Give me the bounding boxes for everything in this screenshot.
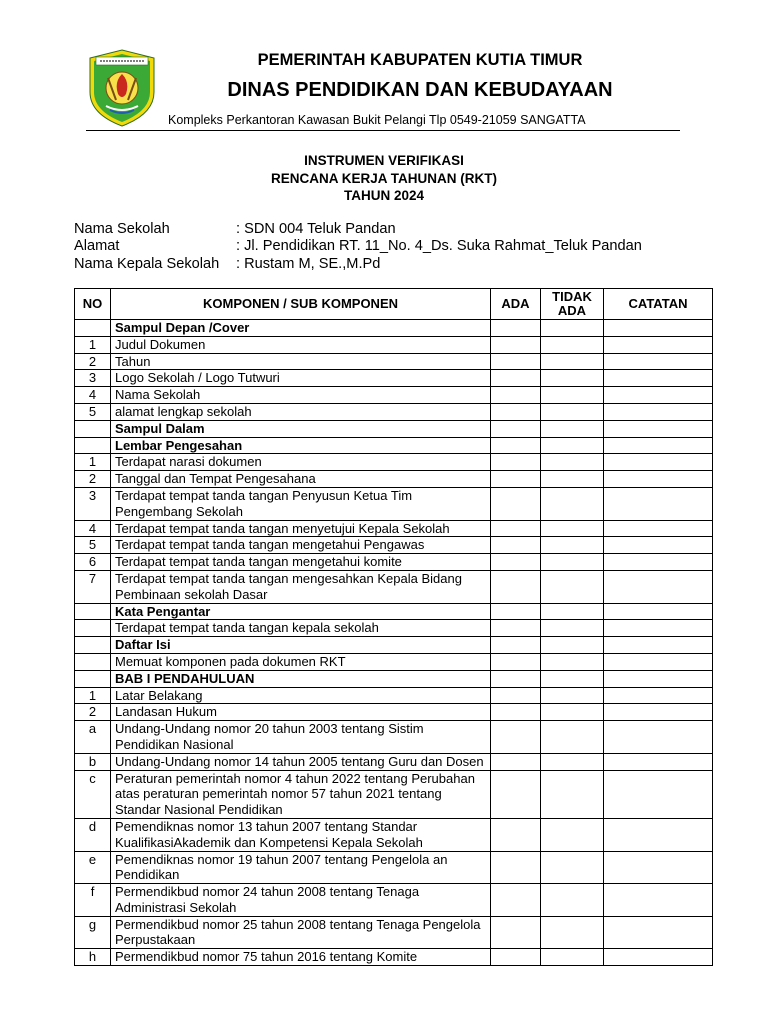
ada-cell[interactable] — [491, 916, 541, 949]
tidak-ada-cell[interactable] — [541, 471, 604, 488]
office-address-line: Kompleks Perkantoran Kawasan Bukit Pelangi Tlp 0549-21059 SANGATTA — [168, 113, 586, 127]
row-number: h — [75, 949, 111, 966]
table-row — [75, 704, 713, 721]
tidak-ada-cell[interactable] — [541, 770, 604, 818]
row-number: 4 — [75, 520, 111, 537]
row-number — [75, 320, 111, 337]
catatan-cell[interactable] — [604, 753, 713, 770]
tidak-ada-cell[interactable] — [541, 437, 604, 454]
catatan-cell[interactable] — [604, 336, 713, 353]
row-component: Nama Sekolah — [111, 387, 491, 404]
ada-cell[interactable] — [491, 851, 541, 884]
row-number: 1 — [75, 687, 111, 704]
tidak-ada-cell[interactable] — [541, 487, 604, 520]
address-label: Alamat — [74, 238, 120, 254]
tidak-ada-cell[interactable] — [541, 653, 604, 670]
catatan-cell[interactable] — [604, 487, 713, 520]
row-number: e — [75, 851, 111, 884]
row-number: 2 — [75, 471, 111, 488]
row-component: Latar Belakang — [111, 687, 491, 704]
row-number: d — [75, 818, 111, 851]
catatan-cell[interactable] — [604, 471, 713, 488]
table-row — [75, 570, 713, 603]
table-row — [75, 403, 713, 420]
row-component: Memuat komponen pada dokumen RKT — [111, 653, 491, 670]
ada-cell[interactable] — [491, 570, 541, 603]
table-row — [75, 818, 713, 851]
row-number: a — [75, 721, 111, 754]
ada-cell[interactable] — [491, 387, 541, 404]
tidak-ada-cell[interactable] — [541, 851, 604, 884]
tidak-ada-cell[interactable] — [541, 620, 604, 637]
table-row — [75, 537, 713, 554]
catatan-cell[interactable] — [604, 770, 713, 818]
headmaster-label: Nama Kepala Sekolah — [74, 256, 220, 272]
tidak-ada-cell[interactable] — [541, 320, 604, 337]
ada-cell[interactable] — [491, 320, 541, 337]
catatan-cell[interactable] — [604, 437, 713, 454]
catatan-cell[interactable] — [604, 403, 713, 420]
row-component: Terdapat narasi dokumen — [111, 454, 491, 471]
section-row — [75, 603, 713, 620]
ada-cell[interactable] — [491, 403, 541, 420]
tidak-ada-cell[interactable] — [541, 637, 604, 654]
row-number: 3 — [75, 487, 111, 520]
ada-cell[interactable] — [491, 818, 541, 851]
table-body — [75, 320, 713, 966]
catatan-cell[interactable] — [604, 387, 713, 404]
table-row — [75, 949, 713, 966]
row-component: Terdapat tempat tanda tangan menyetujui Kepala Sekolah — [111, 520, 491, 537]
catatan-cell[interactable] — [604, 637, 713, 654]
ada-cell[interactable] — [491, 620, 541, 637]
tidak-ada-cell[interactable] — [541, 687, 604, 704]
tidak-ada-cell[interactable] — [541, 454, 604, 471]
tidak-ada-cell[interactable] — [541, 884, 604, 917]
row-component: Kata Pengantar — [111, 603, 491, 620]
row-number: 2 — [75, 704, 111, 721]
row-component: Lembar Pengesahan — [111, 437, 491, 454]
table-row — [75, 653, 713, 670]
catatan-cell[interactable] — [604, 851, 713, 884]
table-row — [75, 620, 713, 637]
row-number — [75, 420, 111, 437]
ada-cell[interactable] — [491, 537, 541, 554]
header-tidak-ada: TIDAK ADA — [541, 289, 604, 320]
row-number: f — [75, 884, 111, 917]
section-row — [75, 670, 713, 687]
row-component: Terdapat tempat tanda tangan mengesahkan Kepala Bidang Pembinaan sekolah Dasar — [111, 570, 491, 603]
catatan-cell[interactable] — [604, 916, 713, 949]
row-number: 5 — [75, 403, 111, 420]
row-number — [75, 653, 111, 670]
row-component: alamat lengkap sekolah — [111, 403, 491, 420]
table-row — [75, 721, 713, 754]
ada-cell[interactable] — [491, 653, 541, 670]
tidak-ada-cell[interactable] — [541, 387, 604, 404]
row-number: 7 — [75, 570, 111, 603]
header-no: NO — [75, 289, 111, 320]
tidak-ada-cell[interactable] — [541, 370, 604, 387]
catatan-cell[interactable] — [604, 537, 713, 554]
verification-table — [74, 288, 713, 966]
ada-cell[interactable] — [491, 704, 541, 721]
row-component: Terdapat tempat tanda tangan Penyusun Ketua Tim Pengembang Sekolah — [111, 487, 491, 520]
address-row — [74, 238, 642, 254]
row-component: Permendikbud nomor 24 tahun 2008 tentang Tenaga Administrasi Sekolah — [111, 884, 491, 917]
document-title-line2: RENCANA KERJA TAHUNAN (RKT) — [271, 171, 497, 186]
government-name-heading: PEMERINTAH KABUPATEN KUTIA TIMUR — [257, 51, 583, 69]
tidak-ada-cell[interactable] — [541, 537, 604, 554]
row-number: g — [75, 916, 111, 949]
row-component: Tanggal dan Tempat Pengesahana — [111, 471, 491, 488]
tidak-ada-cell[interactable] — [541, 753, 604, 770]
row-component: Terdapat tempat tanda tangan mengetahui komite — [111, 554, 491, 571]
department-name-heading: DINAS PENDIDIKAN DAN KEBUDAYAAN — [227, 79, 613, 101]
row-component: Tahun — [111, 353, 491, 370]
section-row — [75, 437, 713, 454]
catatan-cell[interactable] — [604, 670, 713, 687]
row-number — [75, 670, 111, 687]
table-row — [75, 554, 713, 571]
ada-cell[interactable] — [491, 721, 541, 754]
table-row — [75, 336, 713, 353]
catatan-cell[interactable] — [604, 603, 713, 620]
row-component: Peraturan pemerintah nomor 4 tahun 2022 tentang Perubahan atas peraturan pemerintah nomor 57 tahun 2021 tentang Standar Nasional Pendidikan — [111, 770, 491, 818]
tidak-ada-cell[interactable] — [541, 949, 604, 966]
row-number: 1 — [75, 454, 111, 471]
ada-cell[interactable] — [491, 454, 541, 471]
catatan-cell[interactable] — [604, 818, 713, 851]
row-component: Logo Sekolah / Logo Tutwuri — [111, 370, 491, 387]
catatan-cell[interactable] — [604, 620, 713, 637]
headmaster-row — [74, 256, 380, 272]
tidak-ada-cell[interactable] — [541, 818, 604, 851]
ada-cell[interactable] — [491, 520, 541, 537]
section-row — [75, 637, 713, 654]
ada-cell[interactable] — [491, 554, 541, 571]
ada-cell[interactable] — [491, 884, 541, 917]
row-number: 4 — [75, 387, 111, 404]
row-number: 6 — [75, 554, 111, 571]
table-row — [75, 487, 713, 520]
ada-cell[interactable] — [491, 420, 541, 437]
row-component: Judul Dokumen — [111, 336, 491, 353]
row-component: Permendikbud nomor 25 tahun 2008 tentang Tenaga Pengelola Perpustakaan — [111, 916, 491, 949]
row-component: BAB I PENDAHULUAN — [111, 670, 491, 687]
catatan-cell[interactable] — [604, 687, 713, 704]
ada-cell[interactable] — [491, 336, 541, 353]
table-row — [75, 687, 713, 704]
table-row — [75, 916, 713, 949]
school-name-value: : SDN 004 Teluk Pandan — [236, 221, 396, 237]
ada-cell[interactable] — [491, 370, 541, 387]
row-component: Pemendiknas nomor 19 tahun 2007 tentang Pengelola an Pendidikan — [111, 851, 491, 884]
row-component: Permendikbud nomor 75 tahun 2016 tentang Komite — [111, 949, 491, 966]
tidak-ada-cell[interactable] — [541, 916, 604, 949]
ada-cell[interactable] — [491, 637, 541, 654]
section-row — [75, 420, 713, 437]
ada-cell[interactable] — [491, 437, 541, 454]
catatan-cell[interactable] — [604, 370, 713, 387]
catatan-cell[interactable] — [604, 520, 713, 537]
row-component: Landasan Hukum — [111, 704, 491, 721]
table-row — [75, 770, 713, 818]
header-catatan: CATATAN — [604, 289, 713, 320]
row-number: c — [75, 770, 111, 818]
table-header-row — [75, 289, 713, 320]
row-component: Undang-Undang nomor 20 tahun 2003 tentang Sistim Pendidikan Nasional — [111, 721, 491, 754]
row-number: 1 — [75, 336, 111, 353]
catatan-cell[interactable] — [604, 704, 713, 721]
tidak-ada-cell[interactable] — [541, 403, 604, 420]
address-value: : Jl. Pendidikan RT. 11_No. 4_Ds. Suka Rahmat_Teluk Pandan — [236, 238, 642, 254]
tidak-ada-cell[interactable] — [541, 554, 604, 571]
catatan-cell[interactable] — [604, 721, 713, 754]
document-title-year: TAHUN 2024 — [343, 188, 425, 203]
tidak-ada-cell[interactable] — [541, 353, 604, 370]
ada-cell[interactable] — [491, 753, 541, 770]
row-number — [75, 437, 111, 454]
row-component: Pemendiknas nomor 13 tahun 2007 tentang Standar KualifikasiAkademik dan Kompetensi Kepala Sekolah — [111, 818, 491, 851]
ada-cell[interactable] — [491, 949, 541, 966]
table-row — [75, 884, 713, 917]
tidak-ada-cell[interactable] — [541, 570, 604, 603]
catatan-cell[interactable] — [604, 320, 713, 337]
table-row — [75, 520, 713, 537]
row-number — [75, 603, 111, 620]
ada-cell[interactable] — [491, 770, 541, 818]
school-name-label: Nama Sekolah — [74, 221, 170, 237]
tidak-ada-cell[interactable] — [541, 336, 604, 353]
header-component: KOMPONEN / SUB KOMPONEN — [111, 289, 491, 320]
school-name-row — [74, 221, 396, 237]
catatan-cell[interactable] — [604, 420, 713, 437]
table-row — [75, 353, 713, 370]
ada-cell[interactable] — [491, 603, 541, 620]
row-component: Terdapat tempat tanda tangan kepala sekolah — [111, 620, 491, 637]
tidak-ada-cell[interactable] — [541, 520, 604, 537]
catatan-cell[interactable] — [604, 949, 713, 966]
row-number: 3 — [75, 370, 111, 387]
catatan-cell[interactable] — [604, 570, 713, 603]
table-row — [75, 387, 713, 404]
row-component: Sampul Dalam — [111, 420, 491, 437]
tidak-ada-cell[interactable] — [541, 704, 604, 721]
row-number — [75, 620, 111, 637]
table-row — [75, 370, 713, 387]
catatan-cell[interactable] — [604, 884, 713, 917]
row-component: Daftar Isi — [111, 637, 491, 654]
headmaster-value: : Rustam M, SE.,M.Pd — [236, 256, 381, 272]
ada-cell[interactable] — [491, 353, 541, 370]
catatan-cell[interactable] — [604, 554, 713, 571]
table-row — [75, 471, 713, 488]
tidak-ada-cell[interactable] — [541, 603, 604, 620]
ada-cell[interactable] — [491, 670, 541, 687]
tidak-ada-cell[interactable] — [541, 420, 604, 437]
tidak-ada-cell[interactable] — [541, 721, 604, 754]
row-number: b — [75, 753, 111, 770]
row-number: 2 — [75, 353, 111, 370]
letterhead-divider — [86, 130, 680, 131]
ada-cell[interactable] — [491, 487, 541, 520]
document-title-line1: INSTRUMEN VERIFIKASI — [304, 153, 464, 168]
row-component: Sampul Depan /Cover — [111, 320, 491, 337]
table-row — [75, 753, 713, 770]
table-row — [75, 454, 713, 471]
ada-cell[interactable] — [491, 471, 541, 488]
row-number — [75, 637, 111, 654]
catatan-cell[interactable] — [604, 653, 713, 670]
ada-cell[interactable] — [491, 687, 541, 704]
row-component: Terdapat tempat tanda tangan mengetahui Pengawas — [111, 537, 491, 554]
section-row — [75, 320, 713, 337]
row-number: 5 — [75, 537, 111, 554]
table-row — [75, 851, 713, 884]
catatan-cell[interactable] — [604, 353, 713, 370]
header-ada: ADA — [491, 289, 541, 320]
tidak-ada-cell[interactable] — [541, 670, 604, 687]
catatan-cell[interactable] — [604, 454, 713, 471]
row-component: Undang-Undang nomor 14 tahun 2005 tentang Guru dan Dosen — [111, 753, 491, 770]
